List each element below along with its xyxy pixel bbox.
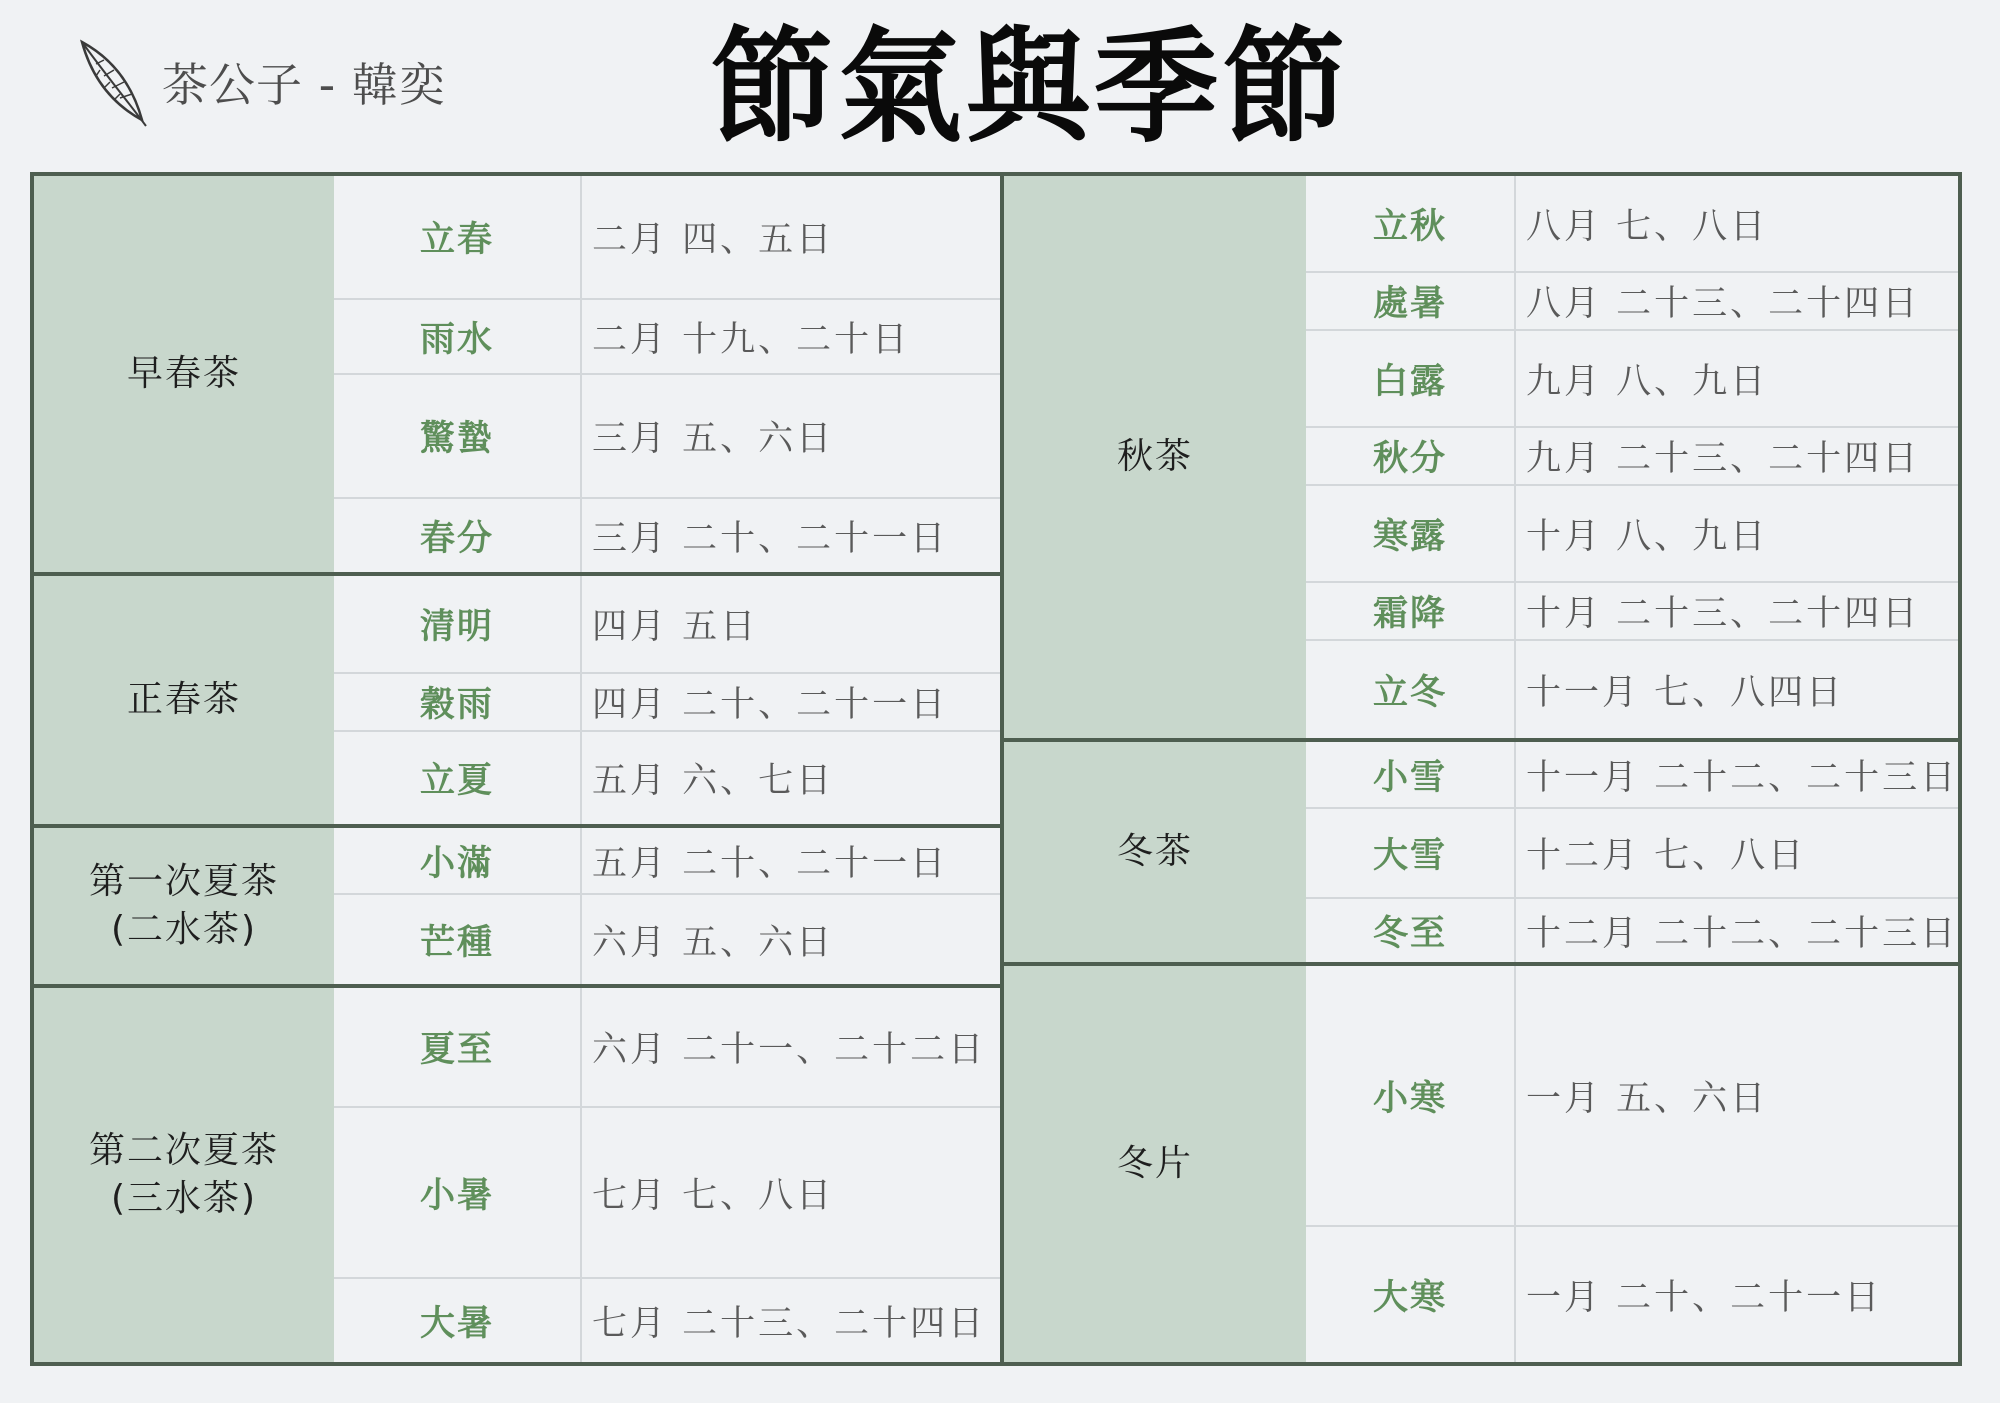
solar-term: 冬至 (1306, 899, 1516, 962)
table-row (334, 672, 1000, 730)
solar-terms-table (30, 172, 1962, 1366)
table-row (334, 730, 1000, 824)
solar-term: 夏至 (334, 988, 582, 1106)
table-row (1306, 271, 1958, 329)
table-row (334, 576, 1000, 672)
term-rows (334, 176, 1000, 572)
term-rows (334, 576, 1000, 824)
table-row (334, 176, 1000, 298)
season-group (34, 824, 1000, 984)
solar-term: 穀雨 (334, 674, 582, 730)
season-label: 冬茶 (1004, 742, 1306, 962)
solar-term: 立秋 (1306, 176, 1516, 271)
term-date: 八月 二十三、二十四日 (1526, 284, 1921, 324)
term-rows (1306, 742, 1958, 962)
season-label: 早春茶 (34, 176, 334, 572)
season-group (34, 176, 1000, 572)
table-row (1306, 639, 1958, 738)
table-row (334, 373, 1000, 497)
table-row (1306, 176, 1958, 271)
term-date: 三月 二十、二十一日 (592, 518, 949, 559)
solar-term: 白露 (1306, 331, 1516, 426)
term-rows (334, 828, 1000, 984)
solar-term: 大寒 (1306, 1227, 1516, 1362)
term-date: 九月 二十三、二十四日 (1526, 439, 1921, 479)
solar-term: 立冬 (1306, 641, 1516, 738)
brand-name: 茶公子 - 韓奕 (162, 58, 446, 112)
table-row (1306, 426, 1958, 484)
right-column (1000, 176, 1958, 1362)
solar-term: 大雪 (1306, 809, 1516, 897)
page-title: 節氣與季節 (709, 16, 1350, 160)
table-row (1306, 897, 1958, 962)
table-row (1306, 807, 1958, 897)
season-label: 秋茶 (1004, 176, 1306, 738)
term-date: 一月 五、六日 (1526, 1078, 1769, 1119)
season-label: 第二次夏茶 (三水茶) (34, 988, 334, 1362)
solar-term: 驚蟄 (334, 375, 582, 497)
term-date: 九月 八、九日 (1526, 361, 1769, 402)
table-row (1306, 966, 1958, 1225)
season-label: 第一次夏茶 (二水茶) (34, 828, 334, 984)
season-group (34, 572, 1000, 824)
season-label: 正春茶 (34, 576, 334, 824)
solar-term: 小滿 (334, 828, 582, 893)
term-date: 四月 五日 (592, 607, 759, 647)
solar-term: 小暑 (334, 1108, 582, 1277)
term-rows (1306, 176, 1958, 738)
term-date: 一月 二十、二十一日 (1526, 1277, 1883, 1318)
solar-term: 雨水 (334, 300, 582, 373)
term-date: 十二月 七、八日 (1526, 836, 1807, 876)
term-date: 六月 五、六日 (592, 922, 835, 963)
table-row (1306, 484, 1958, 581)
term-rows (334, 988, 1000, 1362)
solar-term: 秋分 (1306, 428, 1516, 484)
table-row (334, 1106, 1000, 1277)
left-column (34, 176, 1000, 1362)
season-group (1004, 962, 1958, 1362)
term-date: 二月 四、五日 (592, 220, 835, 260)
table-row (1306, 742, 1958, 807)
solar-term: 寒露 (1306, 486, 1516, 581)
table-row (1306, 329, 1958, 426)
solar-term: 處暑 (1306, 273, 1516, 329)
term-date: 七月 二十三、二十四日 (592, 1303, 987, 1344)
table-row (334, 1277, 1000, 1362)
solar-term: 立夏 (334, 732, 582, 824)
season-group (34, 984, 1000, 1362)
term-date: 十月 二十三、二十四日 (1526, 594, 1921, 634)
table-row (334, 988, 1000, 1106)
term-date: 五月 二十、二十一日 (592, 843, 949, 884)
table-row (1306, 581, 1958, 639)
solar-term: 春分 (334, 499, 582, 572)
table-row (334, 893, 1000, 984)
term-rows (1306, 966, 1958, 1362)
solar-term: 清明 (334, 576, 582, 672)
term-date: 八月 七、八日 (1526, 206, 1769, 247)
term-date: 二月 十九、二十日 (592, 319, 911, 360)
term-date: 十一月 二十二、二十三日 (1526, 757, 1959, 798)
table-row (334, 828, 1000, 893)
term-date: 三月 五、六日 (592, 419, 835, 459)
table-row (334, 497, 1000, 572)
term-date: 六月 二十一、二十二日 (592, 1030, 987, 1070)
season-label: 冬片 (1004, 966, 1306, 1362)
solar-term: 立春 (334, 176, 582, 298)
solar-term: 霜降 (1306, 583, 1516, 639)
term-date: 四月 二十、二十一日 (592, 685, 949, 725)
solar-term: 芒種 (334, 895, 582, 984)
table-row (334, 298, 1000, 373)
solar-term: 小雪 (1306, 742, 1516, 807)
season-group (1004, 176, 1958, 738)
term-date: 十月 八、九日 (1526, 516, 1769, 557)
season-group (1004, 738, 1958, 962)
term-date: 五月 六、七日 (592, 761, 835, 801)
table-row (1306, 1225, 1958, 1362)
solar-term: 大暑 (334, 1279, 582, 1362)
term-date: 十一月 七、八四日 (1526, 672, 1845, 713)
term-date: 十二月 二十二、二十三日 (1526, 913, 1959, 954)
term-date: 七月 七、八日 (592, 1175, 835, 1216)
solar-term: 小寒 (1306, 966, 1516, 1225)
